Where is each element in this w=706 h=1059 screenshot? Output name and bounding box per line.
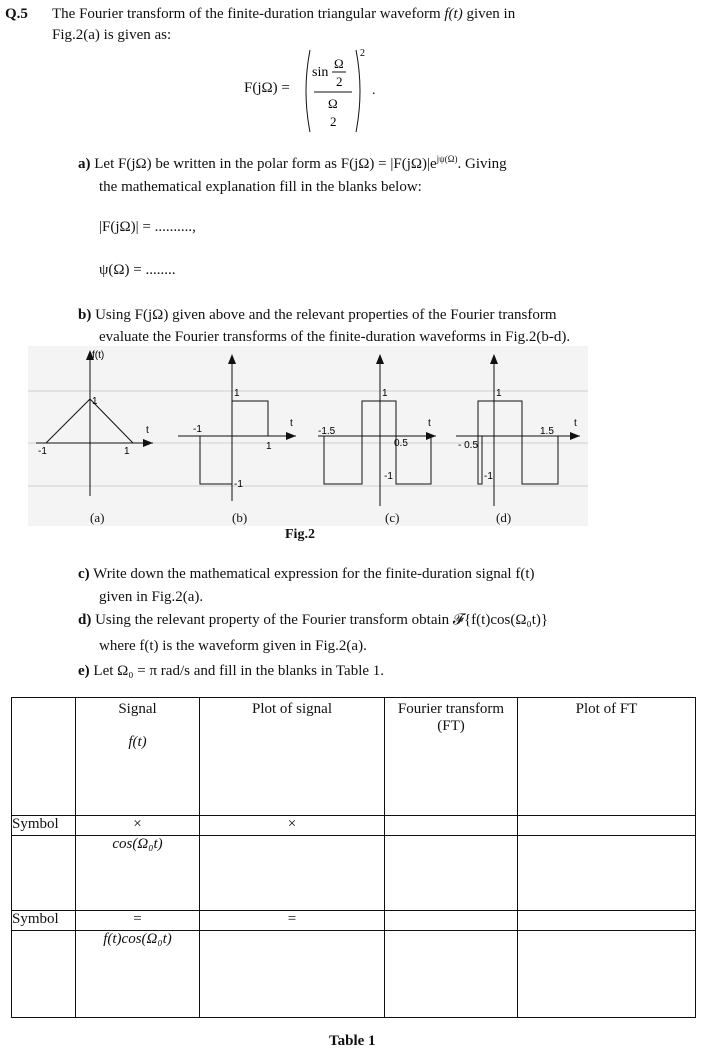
panel-b-t-label: t [290, 418, 293, 429]
intro-text: The Fourier transform of the finite-duration triangular waveform [52, 6, 441, 22]
panel-label-d: (d) [496, 510, 512, 525]
table-row-1 [12, 698, 696, 816]
panel-d-tick-neg05: - 0.5 [458, 440, 479, 451]
left-paren [306, 50, 310, 132]
blank-phase: ψ(Ω) = ........ [99, 262, 176, 278]
part-c-text: Write down the mathematical expression for the finite-duration signal f(t) [93, 566, 535, 582]
table-cell-ft: f(t) [128, 734, 147, 750]
part-a-label: a) [78, 156, 91, 172]
panel-b-tick-neg1-y: -1 [234, 479, 243, 490]
table-header-empty [12, 698, 76, 816]
part-d-label: d) [78, 612, 92, 628]
panel-a-t-label: t [146, 425, 149, 436]
panel-d-t-label: t [574, 418, 577, 429]
table-col-plot-ft [518, 698, 696, 816]
panel-c-tick-1: 1 [382, 388, 388, 399]
part-b-text: Using F(jΩ) given above and the relevant properties of the Fourier transform [95, 307, 557, 323]
part-a-line-2: the mathematical explanation fill in the blanks below: [99, 179, 422, 195]
table-symbol-1-label: Symbol [12, 816, 76, 836]
table-1 [11, 697, 696, 1018]
omega-num: Ω [334, 56, 344, 71]
part-c-line-2: given in Fig.2(a). [99, 589, 204, 605]
part-c-line-1 [78, 566, 534, 583]
part-a-line-1 [78, 154, 507, 173]
panel-c-tick-05: 0.5 [394, 438, 408, 449]
part-d-line-2: where f(t) is the waveform given in Fig.2(a). [99, 638, 367, 654]
figure-caption: Fig.2 [285, 527, 315, 542]
formula-lhs: F(jΩ) = [244, 80, 290, 96]
intro-line-1 [52, 6, 515, 23]
table-row-symbol-1 [12, 816, 696, 836]
table-header-ft: Fourier transform (FT) [397, 701, 505, 734]
table-row3-plot-ft [518, 931, 696, 1018]
panel-label-b: (b) [232, 510, 248, 525]
panel-c-t-label: t [428, 418, 431, 429]
intro-ft-symbol: f(t) [444, 6, 463, 22]
panel-a-tick-pos1: 1 [124, 446, 130, 457]
intro-line-2: Fig.2(a) is given as: [52, 27, 172, 43]
table-col-ft [385, 698, 518, 816]
panel-b-tick-1: 1 [234, 388, 240, 399]
panel-d-tick-neg1-y: -1 [484, 471, 493, 482]
part-a-text-end: . Giving [457, 156, 507, 172]
part-b-label: b) [78, 307, 92, 323]
table-symbol-2-equals-plot: = [200, 911, 385, 931]
omega-den: Ω [328, 96, 338, 111]
part-d-text: Using the relevant property of the Fourier transform obtain 𝓕{f(t)cos(Ω₀t)} [95, 612, 549, 628]
table-row2-empty [12, 836, 76, 911]
part-a-polar: F(jΩ) = |F(jΩ)|e [340, 156, 437, 172]
table-header-signal: Signal [118, 701, 157, 717]
part-a-polar-exp: jψ(Ω) [436, 154, 458, 164]
panel-b-tick-pos1: 1 [266, 441, 272, 452]
table-col-plot-signal [200, 698, 385, 816]
panel-a-tick-1: 1 [92, 396, 98, 407]
panel-b-tick-neg1: -1 [193, 424, 202, 435]
table-row2-plot-ft [518, 836, 696, 911]
blank-magnitude: |F(jΩ)| = .........., [99, 219, 196, 235]
table-row2-plot [200, 836, 385, 911]
panel-c-tick-neg1-y: -1 [384, 471, 393, 482]
table-caption: Table 1 [329, 1033, 376, 1049]
main-formula [300, 46, 385, 136]
part-b-line-2: evaluate the Fourier transforms of the finite-duration waveforms in Fig.2(b-d). [99, 329, 571, 345]
table-header-plot-ft: Plot of FT [575, 701, 638, 717]
table-row-2 [12, 836, 696, 911]
table-symbol-2-label: Symbol [12, 911, 76, 931]
two-den: 2 [336, 74, 343, 89]
table-symbol-2-empty-a [385, 911, 518, 931]
panel-c-tick-neg15: -1.5 [318, 426, 336, 437]
power: 2 [360, 48, 365, 59]
panel-a-tick-neg1: -1 [38, 446, 47, 457]
table-row-symbol-2 [12, 911, 696, 931]
panel-a-ylabel: f(t) [92, 350, 105, 361]
table-row3-empty [12, 931, 76, 1018]
figure-2 [28, 346, 588, 526]
part-e-label: e) [78, 663, 90, 679]
part-c-label: c) [78, 566, 90, 582]
panel-d-tick-15: 1.5 [540, 426, 554, 437]
table-row3-plot [200, 931, 385, 1018]
right-paren [356, 50, 360, 132]
panel-label-c: (c) [385, 510, 400, 525]
sin-text: sin [312, 65, 329, 80]
table-symbol-1-times-plot: × [200, 816, 385, 836]
table-header-plot-signal: Plot of signal [251, 701, 332, 717]
intro-text-end: given in [466, 6, 516, 22]
part-a-text: Let F(jΩ) be written in the polar form as [94, 156, 337, 172]
formula-period: . [372, 83, 376, 98]
part-e-line [78, 663, 384, 680]
table-symbol-1-times: × [76, 816, 200, 836]
question-number: Q.5 [5, 6, 28, 22]
table-cell-product: f(t)cos(Ω₀t) [76, 931, 200, 1018]
table-row-3 [12, 931, 696, 1018]
table-col-signal [76, 698, 200, 816]
table-row3-ft [385, 931, 518, 1018]
two-den-2: 2 [330, 114, 337, 129]
table-symbol-2-equals: = [76, 911, 200, 931]
panel-label-a: (a) [90, 510, 105, 525]
table-symbol-2-empty-b [518, 911, 696, 931]
table-row2-ft [385, 836, 518, 911]
part-d-line-1 [78, 611, 548, 629]
table-symbol-1-empty-a [385, 816, 518, 836]
table-symbol-1-empty-b [518, 816, 696, 836]
part-b-line-1 [78, 307, 557, 324]
part-e-text: Let Ω₀ = π rad/s and fill in the blanks in Table 1. [93, 663, 385, 679]
panel-d-tick-1: 1 [496, 388, 502, 399]
table-cell-cos: cos(Ω₀t) [76, 836, 200, 911]
